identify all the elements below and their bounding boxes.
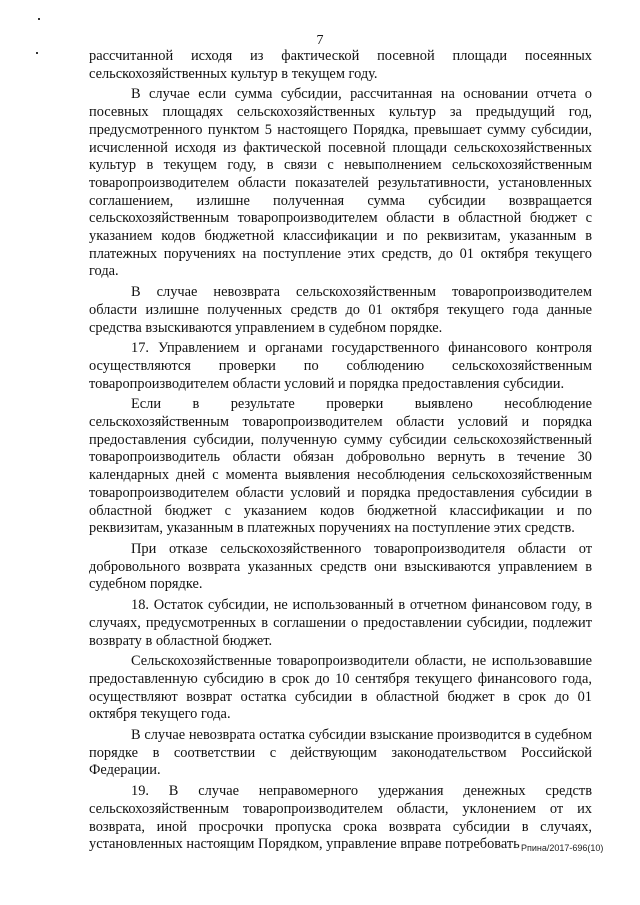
paragraph-item-17: 17. Управлением и органами государственного финансового контроля осуществляются проверки по соблюдению сельскохозяйственным товаропроизводителем области условий и порядка предоставления субсидии. <box>89 340 592 392</box>
paragraph-continuation: рассчитанной исходя из фактической посевной площади посеянных сельскохозяйственных культур в текущем году. <box>89 48 592 82</box>
paragraph-refusal: При отказе сельскохозяйственного товаропроизводителя области от добровольного возврата указанных средств они взыскиваются управлением в судебном порядке. <box>89 540 592 593</box>
paragraph-remainder-recovery: В случае невозврата остатка субсидии взыскание производится в судебном порядке в соответствии с действующим законодательством Российской Федерации. <box>89 727 592 779</box>
footer-document-code: Рпина/2017-696(10) <box>521 843 604 853</box>
paragraph-court-recovery: В случае невозврата сельскохозяйственным товаропроизводителем области излишне полученных средств до 01 октября текущего года данные средства взыскиваются управлением в судебном порядке. <box>89 284 592 336</box>
document-body <box>89 48 592 854</box>
page-number: 7 <box>316 33 324 48</box>
paragraph-violation-return: Если в результате проверки выявлено несоблюдение сельскохозяйственным товаропроизводителем области условий и порядка предоставления субсидии, полученную сумму субсидии сельскохозяйственный товаропроизводитель области обязан добровольно вернуть в течение 30 календарных дней с момента выявления несоблюдения сельскохозяйственным товаропроизводителем области условий и порядка предоставления субсидии в областной бюджет с указанием кодов бюджетной классификации и по реквизитам, указанным в платежных поручениях на поступление этих средств. <box>89 396 592 537</box>
scan-mark <box>38 18 40 20</box>
paragraph-item-18: 18. Остаток субсидии, не использованный в отчетном финансовом году, в случаях, предусмотренных в соглашении о предоставлении субсидии, подлежит возврату в областной бюджет. <box>89 597 592 649</box>
paragraph-unused-subsidy: Сельскохозяйственные товаропроизводители области, не использовавшие предоставленную субсидию в срок до 10 сентября текущего финансового года, осуществляют возврат остатка субсидии в областной бюджет в срок до 01 октября текущего года. <box>89 653 592 723</box>
paragraph-overpayment-return: В случае если сумма субсидии, рассчитанная на основании отчета о посевных площадях сельскохозяйственных культур за предыдущий год, предусмотренного пунктом 5 настоящего Порядка, превышает сумму субсидии, исчисленной исходя из фактической посевной площади сельскохозяйственных культур в текущем году, в связи с невыполнением сельскохозяйственным товаропроизводителем области показателей результативности, установленных соглашением, излишне полученная сумма субсидии возвращается сельскохозяйственным товаропроизводителем области в областной бюджет с указанием кодов бюджетной классификации и по реквизитам, указанным в платежных поручениях на поступление этих средств, до 01 октября текущего года. <box>89 86 592 280</box>
scan-mark <box>36 52 38 54</box>
paragraph-item-19: 19. В случае неправомерного удержания денежных средств сельскохозяйственным товаропроизводителем области, уклонением от их возврата, иной просрочки пропуска срока возврата субсидии в случаях, установленных настоящим Порядком, управление вправе потребовать <box>89 783 592 853</box>
